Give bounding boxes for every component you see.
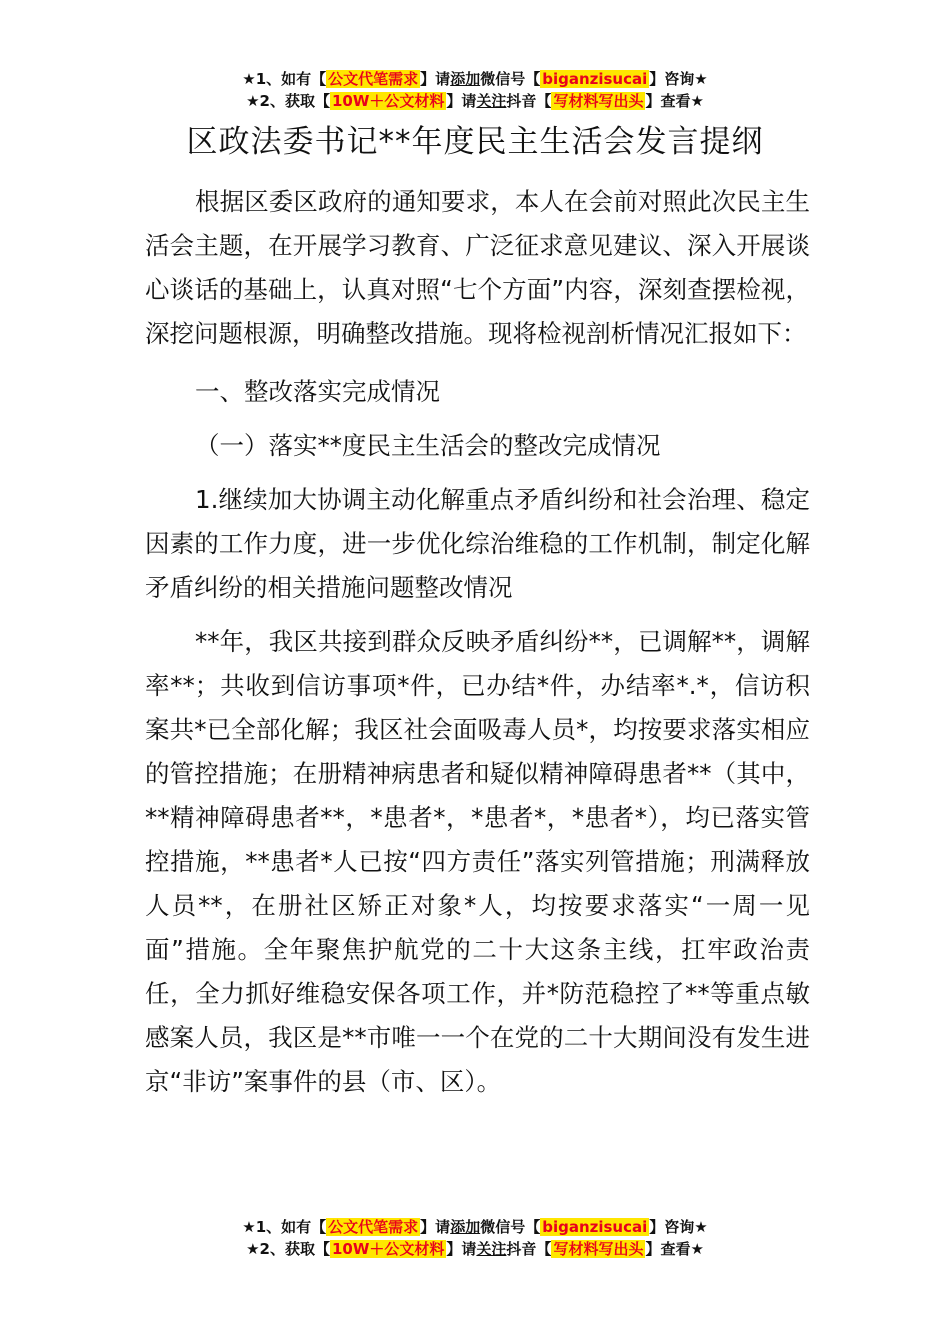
banner-underlined: 添加 xyxy=(450,70,481,88)
banner-text: 微信号【 xyxy=(480,70,541,88)
document-title: 区政法委书记**年度民主生活会发言提纲 xyxy=(186,124,764,160)
banner-underlined: 关注 xyxy=(476,92,507,110)
top-ad-banner xyxy=(0,68,950,112)
banner-text: ★1、如有【 xyxy=(242,70,327,88)
banner-text: ★2、获取【 xyxy=(246,92,330,110)
banner-text: 抖音【 xyxy=(506,92,552,110)
banner-text: 】咨询★ xyxy=(649,70,708,88)
banner-highlight: 写材料写出头 xyxy=(553,92,644,110)
banner-highlight: 10W＋公文材料 xyxy=(331,92,445,110)
banner-line-1 xyxy=(0,1216,950,1238)
bottom-ad-banner xyxy=(0,1216,950,1260)
banner-text: ★1、如有【 xyxy=(242,1218,327,1236)
document-body xyxy=(145,180,810,1104)
item-heading: 1.继续加大协调主动化解重点矛盾纠纷和社会治理、稳定因素的工作力度，进一步优化综治维稳的工作机制，制定化解矛盾纠纷的相关措施问题整改情况 xyxy=(145,485,810,602)
body-paragraph: **年，我区共接到群众反映矛盾纠纷**，已调解**，调解率**；共收到信访事项*件，已办结*件，办结率*.*，信访积案共*已全部化解；我区社会面吸毒人员*，均按要求落实相应的管控措施；在册精神病患者和疑似精神障碍患者**（其中，**精神障碍患者**，*患者*，*患者*，*患者*），均已落实管控措施，**患者*人已按“四方责任”落实列管措施；刑满释放人员**，在册社区矫正对象*人，均按要求落实“一周一见面”措施。全年聚焦护航党的二十大这条主线，扛牢政治责任，全力抓好维稳安保各项工作，并*防范稳控了**等重点敏感案人员，我区是**市唯一一个在党的二十大期间没有发生进京“非访”案事件的县（市、区）。 xyxy=(145,627,810,1096)
banner-text: 抖音【 xyxy=(506,1240,552,1258)
banner-highlight: biganzisucai xyxy=(542,70,648,88)
banner-text: 】查看★ xyxy=(645,92,704,110)
banner-highlight: biganzisucai xyxy=(542,1218,648,1236)
banner-line-2 xyxy=(0,90,950,112)
banner-text: 微信号【 xyxy=(480,1218,541,1236)
banner-text: 】请 xyxy=(420,1218,451,1236)
banner-text: 】查看★ xyxy=(645,1240,704,1258)
banner-highlight: 公文代笔需求 xyxy=(328,1218,419,1236)
banner-line-1 xyxy=(0,68,950,90)
intro-paragraph: 根据区委区政府的通知要求，本人在会前对照此次民主生活会主题，在开展学习教育、广泛征求意见建议、深入开展谈心谈话的基础上，认真对照“七个方面”内容，深刻查摆检视，深挖问题根源，明确整改措施。现将检视剖析情况汇报如下： xyxy=(145,187,810,348)
banner-line-2 xyxy=(0,1238,950,1260)
banner-highlight: 公文代笔需求 xyxy=(328,70,419,88)
banner-text: 】请 xyxy=(420,70,451,88)
banner-underlined: 添加 xyxy=(450,1218,481,1236)
banner-highlight: 写材料写出头 xyxy=(553,1240,644,1258)
banner-text: 】请 xyxy=(446,92,477,110)
banner-underlined: 关注 xyxy=(476,1240,507,1258)
subsection-heading: （一）落实**度民主生活会的整改完成情况 xyxy=(195,431,661,460)
banner-text: 】咨询★ xyxy=(649,1218,708,1236)
banner-highlight: 10W＋公文材料 xyxy=(331,1240,445,1258)
banner-text: ★2、获取【 xyxy=(246,1240,330,1258)
section-heading: 一、整改落实完成情况 xyxy=(195,377,440,406)
banner-text: 】请 xyxy=(446,1240,477,1258)
